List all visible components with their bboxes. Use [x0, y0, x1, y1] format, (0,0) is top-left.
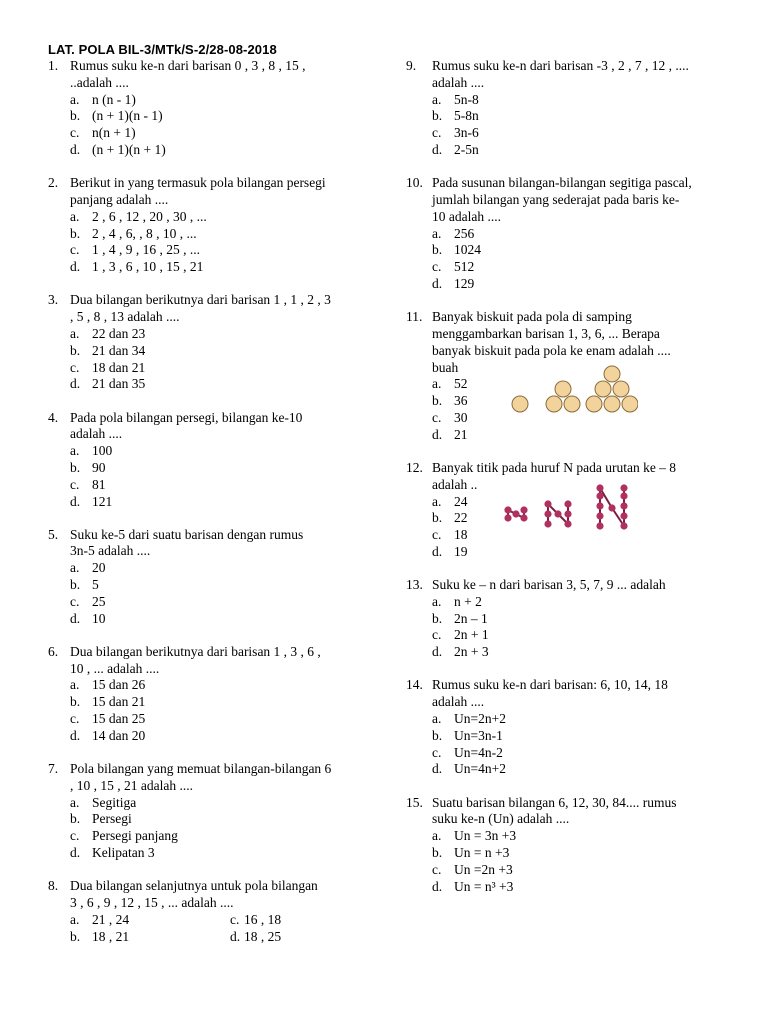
answer-option[interactable] — [432, 761, 722, 778]
option-text: 5n-8 — [454, 91, 479, 107]
question-number: 1. — [48, 58, 59, 73]
option-text: 15 dan 25 — [92, 711, 146, 727]
n-letter-dot — [504, 506, 511, 513]
option-letter: b. — [432, 242, 443, 258]
option-text: 16 , 18 — [244, 911, 282, 927]
question-8 — [48, 878, 368, 945]
option-text: 121 — [92, 493, 113, 509]
answer-options — [70, 677, 368, 744]
option-letter: a. — [432, 493, 442, 509]
n-letter-dot — [596, 484, 603, 491]
option-letter: c. — [70, 359, 80, 375]
answer-option[interactable] — [70, 845, 368, 862]
option-text: Un=4n+2 — [454, 761, 506, 777]
option-text: 5-8n — [454, 108, 479, 124]
question-text: , 10 , 15 , 21 adalah .... — [70, 777, 193, 793]
option-letter: c. — [432, 125, 442, 141]
option-letter: d. — [70, 845, 81, 861]
option-text: 18 , 25 — [244, 928, 282, 944]
answer-option[interactable] — [432, 862, 722, 879]
option-text: 18 , 21 — [92, 928, 130, 944]
option-letter: b. — [70, 459, 81, 475]
option-letter: d. — [432, 275, 443, 291]
question-1 — [48, 58, 368, 159]
option-text: (n + 1)(n + 1) — [92, 141, 166, 157]
option-text: 90 — [92, 459, 106, 475]
n-letter-dot — [596, 522, 603, 529]
n-letter-dot — [596, 512, 603, 519]
answer-option[interactable] — [432, 879, 722, 896]
question-text: Pada susunan bilangan-bilangan segitiga pascal, — [432, 175, 692, 191]
option-text: (n + 1)(n - 1) — [92, 108, 163, 124]
question-number: 10. — [406, 175, 423, 191]
answer-option[interactable] — [70, 577, 368, 594]
answer-options — [432, 226, 722, 293]
biscuit — [622, 396, 638, 412]
question-number: 2. — [48, 175, 59, 191]
question-text: Rumus suku ke-n dari barisan: 6, 10, 14, 18 — [432, 677, 668, 693]
option-letter: d. — [230, 928, 241, 944]
answer-option[interactable] — [70, 560, 368, 577]
answer-option[interactable] — [70, 811, 368, 828]
n-letter-dot — [564, 520, 571, 527]
option-letter: c. — [70, 593, 80, 609]
question-text: 10 adalah .... — [432, 208, 501, 224]
option-letter: d. — [432, 761, 443, 777]
question-text: adalah .... — [432, 74, 485, 90]
answer-options — [432, 92, 722, 159]
answer-options — [70, 912, 368, 946]
option-letter: c. — [432, 627, 442, 643]
answer-option[interactable] — [70, 912, 230, 929]
answer-option[interactable] — [70, 828, 368, 845]
question-text: Rumus suku ke-n dari barisan -3 , 2 , 7 , 12 , .... — [432, 58, 689, 73]
answer-option[interactable] — [70, 360, 368, 377]
option-text: 256 — [454, 225, 475, 241]
option-letter: b. — [70, 811, 81, 827]
answer-option[interactable] — [70, 92, 368, 109]
option-letter: c. — [432, 527, 442, 543]
n-letter-dot — [596, 502, 603, 509]
option-text: Un=4n-2 — [454, 744, 503, 760]
question-13 — [406, 577, 722, 661]
n-letter-dot — [544, 510, 551, 517]
biscuit — [546, 396, 562, 412]
biscuit-pattern-image — [508, 362, 638, 416]
option-letter: b. — [432, 727, 443, 743]
option-text: Segitiga — [92, 794, 137, 810]
answer-options — [432, 828, 722, 895]
answer-option[interactable] — [70, 611, 368, 628]
n-letter-dot — [544, 500, 551, 507]
option-letter: a. — [70, 325, 80, 341]
question-number: 13. — [406, 577, 423, 593]
answer-options — [70, 795, 368, 862]
question-10 — [406, 175, 722, 293]
n-letter-dot — [512, 510, 519, 517]
option-letter: b. — [70, 694, 81, 710]
option-letter: c. — [432, 409, 442, 425]
option-text: 1 , 3 , 6 , 10 , 15 , 21 — [92, 259, 204, 275]
option-letter: a. — [70, 91, 80, 107]
answer-option[interactable] — [70, 795, 368, 812]
option-text: 24 — [454, 493, 468, 509]
question-text: Berikut in yang termasuk pola bilangan persegi — [70, 175, 326, 191]
answer-option[interactable] — [70, 142, 368, 159]
option-text: n + 2 — [454, 593, 482, 609]
question-text: Dua bilangan berikutnya dari barisan 1 , 1 , 2 , 3 — [70, 292, 331, 308]
question-9 — [406, 58, 722, 159]
question-text: jumlah bilangan yang sederajat pada baris ke- — [432, 191, 680, 207]
question-text: Suatu barisan bilangan 6, 12, 30, 84.... rumus — [432, 794, 677, 810]
option-text: 81 — [92, 476, 106, 492]
answer-option[interactable] — [432, 259, 722, 276]
question-text: panjang adalah .... — [70, 191, 169, 207]
option-text: 2 , 6 , 12 , 20 , 30 , ... — [92, 208, 207, 224]
question-number: 15. — [406, 794, 423, 810]
answer-option[interactable] — [432, 142, 722, 159]
option-text: 30 — [454, 409, 468, 425]
option-text: Kelipatan 3 — [92, 845, 155, 861]
answer-option[interactable] — [70, 108, 368, 125]
question-text: Dua bilangan berikutnya dari barisan 1 , 3 , 6 , — [70, 643, 321, 659]
option-text: 36 — [454, 393, 468, 409]
question-15 — [406, 795, 722, 896]
option-text: 2-5n — [454, 141, 479, 157]
question-number: 12. — [406, 459, 423, 475]
answer-option[interactable] — [70, 259, 368, 276]
option-letter: b. — [70, 225, 81, 241]
option-letter: d. — [70, 259, 81, 275]
answer-option[interactable] — [432, 108, 722, 125]
option-text: 21 — [454, 426, 468, 442]
option-letter: b. — [432, 845, 443, 861]
question-3 — [48, 292, 368, 393]
option-text: 2n – 1 — [454, 610, 488, 626]
option-text: 2n + 3 — [454, 644, 489, 660]
biscuit — [564, 396, 580, 412]
question-text: 10 , ... adalah .... — [70, 660, 160, 676]
answer-option[interactable] — [70, 711, 368, 728]
biscuit — [604, 366, 620, 382]
option-text: 20 — [92, 560, 106, 576]
answer-option[interactable] — [70, 477, 368, 494]
question-text: Dua bilangan selanjutnya untuk pola bilangan — [70, 878, 318, 894]
option-letter: a. — [70, 560, 80, 576]
option-text: Persegi — [92, 811, 132, 827]
option-text: Un = n³ +3 — [454, 878, 514, 894]
option-letter: d. — [70, 610, 81, 626]
n-letter-dot — [596, 492, 603, 499]
answer-option[interactable] — [432, 92, 722, 109]
answer-options — [70, 92, 368, 159]
answer-option[interactable] — [432, 544, 722, 561]
answer-option[interactable] — [70, 343, 368, 360]
option-text: 129 — [454, 275, 475, 291]
biscuit — [613, 381, 629, 397]
option-letter: b. — [70, 342, 81, 358]
option-letter: b. — [70, 577, 81, 593]
option-text: Un = n +3 — [454, 845, 510, 861]
question-text: Suku ke – n dari barisan 3, 5, 7, 9 ... adalah — [432, 577, 666, 593]
answer-option[interactable] — [432, 125, 722, 142]
option-letter: d. — [70, 727, 81, 743]
question-number: 8. — [48, 878, 59, 894]
option-text: 15 dan 21 — [92, 694, 146, 710]
option-letter: d. — [70, 141, 81, 157]
question-text: buah — [432, 359, 459, 375]
answer-option[interactable] — [70, 728, 368, 745]
option-letter: a. — [432, 593, 442, 609]
answer-option[interactable] — [70, 226, 368, 243]
option-letter: d. — [432, 644, 443, 660]
question-text: Rumus suku ke-n dari barisan 0 , 3 , 8 , 15 , — [70, 58, 306, 73]
n-letter-dot — [520, 514, 527, 521]
option-text: 15 dan 26 — [92, 677, 146, 693]
option-text: 1 , 4 , 9 , 16 , 25 , ... — [92, 242, 200, 258]
answer-option[interactable] — [432, 845, 722, 862]
answer-option[interactable] — [432, 644, 722, 661]
option-letter: c. — [230, 911, 240, 927]
n-letter-dot — [504, 514, 511, 521]
answer-option[interactable] — [432, 276, 722, 293]
option-text: 18 — [454, 527, 468, 543]
answer-option[interactable] — [230, 929, 370, 946]
option-letter: b. — [432, 108, 443, 124]
n-letter-dot — [520, 506, 527, 513]
question-2 — [48, 175, 368, 276]
answer-option[interactable] — [70, 677, 368, 694]
answer-option[interactable] — [432, 226, 722, 243]
n-letter-dot — [620, 502, 627, 509]
option-letter: c. — [70, 242, 80, 258]
option-text: 52 — [454, 376, 468, 392]
answer-options — [432, 711, 722, 778]
left-column — [48, 58, 368, 945]
question-5 — [48, 527, 368, 628]
answer-option[interactable] — [70, 326, 368, 343]
question-number: 4. — [48, 409, 59, 425]
question-text: ..adalah .... — [70, 74, 129, 90]
n-letter-dot — [544, 520, 551, 527]
answer-option[interactable] — [70, 125, 368, 142]
option-text: 2 , 4 , 6, , 8 , 10 , ... — [92, 225, 197, 241]
option-text: 512 — [454, 259, 475, 275]
question-text: adalah .... — [70, 426, 123, 442]
n-letter-dot — [554, 510, 561, 517]
question-text: Banyak titik pada huruf N pada urutan ke – 8 — [432, 459, 677, 475]
option-letter: b. — [432, 510, 443, 526]
biscuit — [595, 381, 611, 397]
option-letter: b. — [70, 928, 81, 944]
question-text: adalah .... — [432, 694, 485, 710]
question-number: 7. — [48, 761, 59, 777]
option-letter: a. — [432, 91, 442, 107]
n-letter-dot — [620, 492, 627, 499]
question-text: suku ke-n (Un) adalah .... — [432, 811, 570, 827]
answer-option[interactable] — [230, 912, 370, 929]
page-title: LAT. POLA BIL-3/MTk/S-2/28-08-2018 — [48, 42, 277, 57]
biscuit — [586, 396, 602, 412]
question-text: adalah .. — [432, 476, 478, 492]
option-letter: d. — [432, 878, 443, 894]
option-letter: d. — [70, 493, 81, 509]
option-letter: d. — [432, 543, 443, 559]
question-text: , 5 , 8 , 13 adalah .... — [70, 309, 180, 325]
option-letter: b. — [432, 393, 443, 409]
answer-option[interactable] — [70, 376, 368, 393]
option-text: 19 — [454, 543, 468, 559]
option-text: 10 — [92, 610, 106, 626]
n-letter-dot — [564, 510, 571, 517]
option-text: Un=3n-1 — [454, 727, 503, 743]
question-text: Pada pola bilangan persegi, bilangan ke-10 — [70, 409, 303, 425]
question-6 — [48, 644, 368, 745]
option-text: 21 dan 35 — [92, 376, 146, 392]
option-letter: c. — [70, 125, 80, 141]
option-letter: a. — [432, 225, 442, 241]
option-text: 18 dan 21 — [92, 359, 146, 375]
option-text: Persegi panjang — [92, 828, 178, 844]
option-letter: a. — [70, 443, 80, 459]
n-letter-dot — [620, 512, 627, 519]
answer-option[interactable] — [70, 694, 368, 711]
option-text: 2n + 1 — [454, 627, 489, 643]
n-letter-dot — [620, 522, 627, 529]
answer-option[interactable] — [432, 711, 722, 728]
option-letter: c. — [432, 744, 442, 760]
option-text: Un=2n+2 — [454, 711, 506, 727]
answer-option[interactable] — [70, 242, 368, 259]
answer-options — [70, 560, 368, 627]
question-text: Banyak biskuit pada pola di samping — [432, 309, 632, 325]
question-number: 3. — [48, 292, 59, 308]
answer-option[interactable] — [432, 427, 722, 444]
question-number: 5. — [48, 526, 59, 542]
option-text: 21 dan 34 — [92, 342, 146, 358]
answer-options — [432, 594, 722, 661]
question-text: 3n-5 adalah .... — [70, 543, 151, 559]
answer-option[interactable] — [70, 494, 368, 511]
option-text: n (n - 1) — [92, 91, 136, 107]
option-letter: c. — [70, 476, 80, 492]
option-text: 5 — [92, 577, 99, 593]
option-letter: a. — [70, 208, 80, 224]
question-4 — [48, 410, 368, 511]
letter-n-dots-image — [500, 484, 640, 530]
answer-option[interactable] — [432, 594, 722, 611]
option-letter: c. — [70, 711, 80, 727]
question-text: Pola bilangan yang memuat bilangan-bilangan 6 — [70, 761, 332, 777]
question-text: Suku ke-5 dari suatu barisan dengan rumus — [70, 526, 304, 542]
answer-option[interactable] — [432, 745, 722, 762]
option-letter: a. — [432, 828, 442, 844]
option-text: Un =2n +3 — [454, 861, 513, 877]
option-letter: d. — [432, 426, 443, 442]
answer-options — [70, 326, 368, 393]
option-text: 14 dan 20 — [92, 727, 146, 743]
option-text: Un = 3n +3 — [454, 828, 517, 844]
option-letter: d. — [432, 141, 443, 157]
option-text: 21 , 24 — [92, 911, 130, 927]
option-letter: b. — [70, 108, 81, 124]
question-text: 3 , 6 , 9 , 12 , 15 , ... adalah .... — [70, 895, 234, 910]
option-text: n(n + 1) — [92, 125, 136, 141]
answer-option[interactable] — [70, 594, 368, 611]
answer-options — [70, 209, 368, 276]
option-text: 25 — [92, 593, 106, 609]
question-text: menggambarkan barisan 1, 3, 6, ... Berapa — [432, 325, 660, 341]
answer-option[interactable] — [70, 460, 368, 477]
biscuit — [555, 381, 571, 397]
answer-options — [70, 443, 368, 510]
option-letter: a. — [432, 711, 442, 727]
question-text: banyak biskuit pada pola ke enam adalah .... — [432, 342, 671, 358]
option-letter: c. — [432, 259, 442, 275]
question-number: 6. — [48, 643, 59, 659]
option-letter: a. — [70, 794, 80, 810]
option-text: 100 — [92, 443, 113, 459]
answer-option[interactable] — [432, 627, 722, 644]
option-text: 3n-6 — [454, 125, 479, 141]
answer-option[interactable] — [70, 929, 230, 946]
n-letter-dot — [564, 500, 571, 507]
question-7 — [48, 761, 368, 862]
answer-option[interactable] — [70, 443, 368, 460]
option-text: 22 — [454, 510, 468, 526]
question-14 — [406, 677, 722, 778]
question-number: 9. — [406, 58, 417, 73]
biscuit — [512, 396, 528, 412]
option-letter: a. — [432, 376, 442, 392]
n-letter-dot — [620, 484, 627, 491]
answer-option[interactable] — [432, 728, 722, 745]
question-number: 11. — [406, 309, 423, 325]
question-number: 14. — [406, 677, 423, 693]
answer-option[interactable] — [432, 611, 722, 628]
option-letter: a. — [70, 911, 80, 927]
option-letter: a. — [70, 677, 80, 693]
option-letter: b. — [432, 610, 443, 626]
option-text: 22 dan 23 — [92, 325, 146, 341]
option-letter: d. — [70, 376, 81, 392]
answer-option[interactable] — [432, 242, 722, 259]
option-letter: c. — [432, 861, 442, 877]
answer-option[interactable] — [70, 209, 368, 226]
option-letter: c. — [70, 828, 80, 844]
answer-option[interactable] — [432, 828, 722, 845]
option-text: 1024 — [454, 242, 481, 258]
biscuit — [604, 396, 620, 412]
n-letter-dot — [608, 504, 615, 511]
